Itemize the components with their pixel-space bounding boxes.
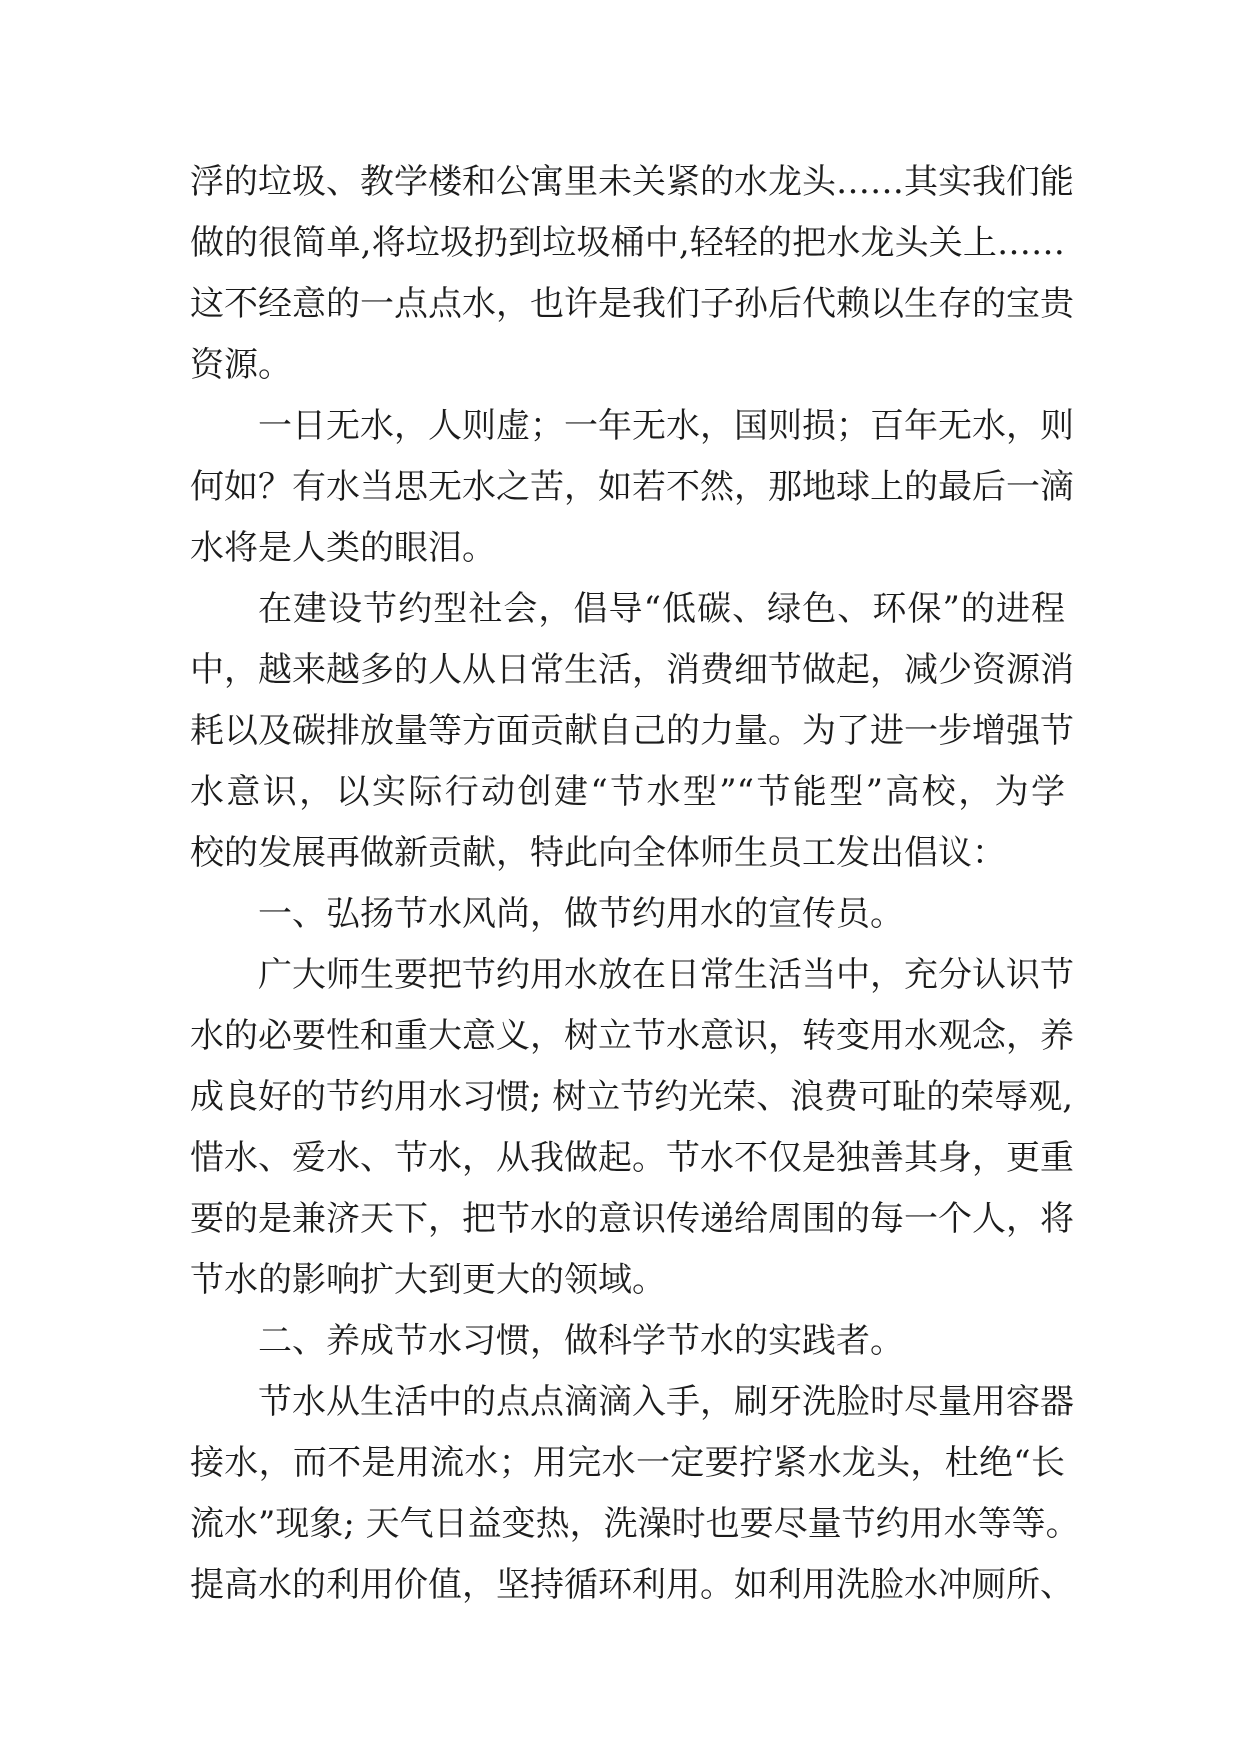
text-line: 提高水的利用价值，坚持循环利用。如利用洗脸水冲厕所、 [190,1565,1074,1605]
paragraph-first-line: 一日无水，人则虚；一年无水，国则损；百年无水，则 [258,406,1074,446]
body-text [190,152,1080,1616]
paragraph-first-line: 广大师生要把节约用水放在日常生活当中，充分认识节 [258,955,1074,995]
section-heading: 二、养成节水习惯，做科学节水的实践者。 [258,1321,904,1361]
paragraph-first-line: 节水从生活中的点点滴滴入手，刷牙洗脸时尽量用容器 [258,1382,1074,1422]
text-line: 水的必要性和重大意义，树立节水意识，转变用水观念，养 [190,1016,1074,1056]
text-line: 水意识，以实际行动创建“节水型”“节能型”高校，为学 [190,772,1065,812]
section-heading: 一、弘扬节水风尚，做节约用水的宣传员。 [258,894,904,934]
text-line: 校的发展再做新贡献，特此向全体师生员工发出倡议： [190,833,1006,873]
text-line: 节水的影响扩大到更大的领域。 [190,1260,666,1300]
text-line: 耗以及碳排放量等方面贡献自己的力量。为了进一步增强节 [190,711,1074,751]
text-line: 浮的垃圾、教学楼和公寓里未关紧的水龙头……其实我们能 [190,162,1074,202]
text-line: 流水”现象; 天气日益变热，洗澡时也要尽量节约用水等等。 [190,1504,1080,1544]
text-line: 资源。 [190,345,292,385]
text-line: 水将是人类的眼泪。 [190,528,496,568]
text-line: 中，越来越多的人从日常生活，消费细节做起，减少资源消 [190,650,1074,690]
text-line: 接水，而不是用流水；用完水一定要拧紧水龙头，杜绝“长 [190,1443,1065,1483]
text-line: 惜水、爱水、节水，从我做起。节水不仅是独善其身，更重 [190,1138,1074,1178]
text-line: 要的是兼济天下，把节水的意识传递给周围的每一个人，将 [190,1199,1074,1239]
text-line: 做的很简单,将垃圾扔到垃圾桶中,轻轻的把水龙头关上…… [190,223,1065,263]
text-line: 成良好的节约用水习惯; 树立节约光荣、浪费可耻的荣辱观, [190,1077,1074,1117]
text-line: 这不经意的一点点水，也许是我们子孙后代赖以生存的宝贵 [190,284,1074,324]
text-line: 何如？有水当思无水之苦，如若不然，那地球上的最后一滴 [190,467,1074,507]
paragraph-first-line: 在建设节约型社会，倡导“低碳、绿色、环保”的进程 [258,589,1065,629]
